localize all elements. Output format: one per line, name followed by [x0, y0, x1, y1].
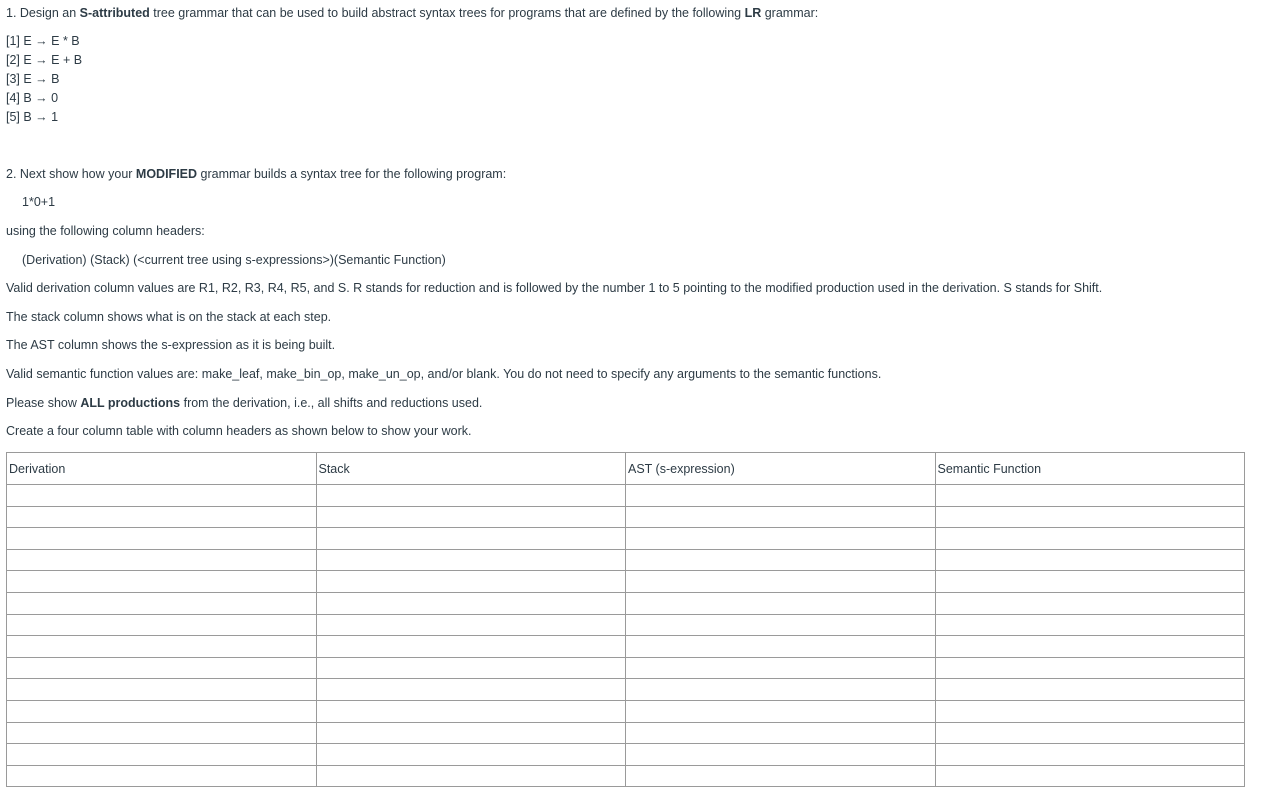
- cell-semantic-function[interactable]: [935, 744, 1245, 766]
- q2-text-end: grammar builds a syntax tree for the following program:: [197, 167, 507, 181]
- cell-ast[interactable]: [626, 765, 936, 787]
- cell-ast[interactable]: [626, 614, 936, 636]
- cell-stack[interactable]: [316, 485, 626, 507]
- using-headers-text: using the following column headers:: [6, 224, 205, 238]
- table-row: [7, 679, 1245, 701]
- cell-stack[interactable]: [316, 765, 626, 787]
- cell-stack[interactable]: [316, 571, 626, 593]
- question-2-intro: [6, 166, 506, 182]
- cell-semantic-function[interactable]: [935, 528, 1245, 550]
- cell-semantic-function[interactable]: [935, 549, 1245, 571]
- table-row: [7, 592, 1245, 614]
- table-row: [7, 506, 1245, 528]
- cell-ast[interactable]: [626, 485, 936, 507]
- table-row: [7, 657, 1245, 679]
- q1-bold-lr: LR: [744, 6, 762, 20]
- production-4: [4] B → 0: [6, 91, 59, 105]
- table-row: [7, 636, 1245, 658]
- show-bold-all-productions: ALL productions: [80, 396, 181, 410]
- cell-semantic-function[interactable]: [935, 506, 1245, 528]
- table-body: [7, 485, 1245, 787]
- cell-derivation[interactable]: [7, 744, 317, 766]
- cell-derivation[interactable]: [7, 549, 317, 571]
- header-derivation: Derivation: [7, 453, 317, 485]
- table-row: [7, 722, 1245, 744]
- ast-column-desc: The AST column shows the s-expression as it is being built.: [6, 338, 336, 352]
- table-row: [7, 571, 1245, 593]
- column-headers-spec: (Derivation) (Stack) (<current tree using s-expressions>)(Semantic Function): [22, 253, 446, 267]
- work-table: [6, 452, 1245, 787]
- cell-semantic-function[interactable]: [935, 485, 1245, 507]
- cell-stack[interactable]: [316, 636, 626, 658]
- cell-stack[interactable]: [316, 549, 626, 571]
- cell-ast[interactable]: [626, 528, 936, 550]
- q1-bold-term: S-attributed: [79, 6, 150, 20]
- cell-stack[interactable]: [316, 744, 626, 766]
- cell-stack[interactable]: [316, 506, 626, 528]
- production-1: [1] E → E * B: [6, 34, 80, 48]
- cell-ast[interactable]: [626, 722, 936, 744]
- program-text: 1*0+1: [22, 195, 56, 209]
- semantic-function-desc: Valid semantic function values are: make_leaf, make_bin_op, make_un_op, and/or blank. You do not need to specify any arguments to the semantic functions.: [6, 367, 882, 381]
- cell-semantic-function[interactable]: [935, 765, 1245, 787]
- show-all-productions: [6, 395, 482, 411]
- cell-derivation[interactable]: [7, 700, 317, 722]
- cell-stack[interactable]: [316, 614, 626, 636]
- table-row: [7, 744, 1245, 766]
- table-row: [7, 528, 1245, 550]
- table-row: [7, 765, 1245, 787]
- cell-semantic-function[interactable]: [935, 571, 1245, 593]
- table-header-row: [7, 453, 1245, 485]
- q2-bold-modified: MODIFIED: [135, 167, 198, 181]
- valid-derivation-text: Valid derivation column values are R1, R2, R3, R4, R5, and S. R stands for reduction and is followed by the number 1 to 5 pointing to the modified production used in the derivation. S stands for Shift.: [6, 281, 1103, 295]
- show-text-end: from the derivation, i.e., all shifts and reductions used.: [180, 396, 483, 410]
- cell-ast[interactable]: [626, 700, 936, 722]
- cell-stack[interactable]: [316, 722, 626, 744]
- cell-semantic-function[interactable]: [935, 657, 1245, 679]
- cell-stack[interactable]: [316, 528, 626, 550]
- cell-semantic-function[interactable]: [935, 592, 1245, 614]
- cell-stack[interactable]: [316, 700, 626, 722]
- header-semantic-function: Semantic Function: [935, 453, 1245, 485]
- header-ast: AST (s-expression): [626, 453, 936, 485]
- cell-derivation[interactable]: [7, 528, 317, 550]
- cell-derivation[interactable]: [7, 485, 317, 507]
- header-stack: Stack: [316, 453, 626, 485]
- cell-derivation[interactable]: [7, 614, 317, 636]
- q1-text-end: grammar:: [761, 6, 819, 20]
- create-table-text: Create a four column table with column headers as shown below to show your work.: [6, 424, 472, 438]
- cell-derivation[interactable]: [7, 657, 317, 679]
- cell-stack[interactable]: [316, 679, 626, 701]
- cell-ast[interactable]: [626, 571, 936, 593]
- cell-semantic-function[interactable]: [935, 636, 1245, 658]
- cell-ast[interactable]: [626, 506, 936, 528]
- cell-ast[interactable]: [626, 636, 936, 658]
- cell-derivation[interactable]: [7, 722, 317, 744]
- cell-derivation[interactable]: [7, 765, 317, 787]
- production-2: [2] E → E + B: [6, 53, 83, 67]
- cell-ast[interactable]: [626, 744, 936, 766]
- stack-column-desc: The stack column shows what is on the stack at each step.: [6, 310, 332, 324]
- question-1-intro: [6, 5, 818, 21]
- cell-ast[interactable]: [626, 679, 936, 701]
- production-5: [5] B → 1: [6, 110, 59, 124]
- production-3: [3] E → B: [6, 72, 60, 86]
- q1-text-mid: tree grammar that can be used to build abstract syntax trees for programs that are defined by the following: [149, 6, 745, 20]
- show-text-start: Please show: [6, 396, 81, 410]
- cell-semantic-function[interactable]: [935, 679, 1245, 701]
- cell-derivation[interactable]: [7, 679, 317, 701]
- q1-text-start: 1. Design an: [6, 6, 80, 20]
- cell-ast[interactable]: [626, 592, 936, 614]
- cell-derivation[interactable]: [7, 571, 317, 593]
- cell-semantic-function[interactable]: [935, 700, 1245, 722]
- cell-ast[interactable]: [626, 657, 936, 679]
- cell-derivation[interactable]: [7, 506, 317, 528]
- cell-stack[interactable]: [316, 592, 626, 614]
- q2-text-start: 2. Next show how your: [6, 167, 136, 181]
- cell-derivation[interactable]: [7, 592, 317, 614]
- table-row: [7, 700, 1245, 722]
- cell-semantic-function[interactable]: [935, 722, 1245, 744]
- table-row: [7, 614, 1245, 636]
- cell-stack[interactable]: [316, 657, 626, 679]
- cell-ast[interactable]: [626, 549, 936, 571]
- table-row: [7, 549, 1245, 571]
- cell-semantic-function[interactable]: [935, 614, 1245, 636]
- table-row: [7, 485, 1245, 507]
- cell-derivation[interactable]: [7, 636, 317, 658]
